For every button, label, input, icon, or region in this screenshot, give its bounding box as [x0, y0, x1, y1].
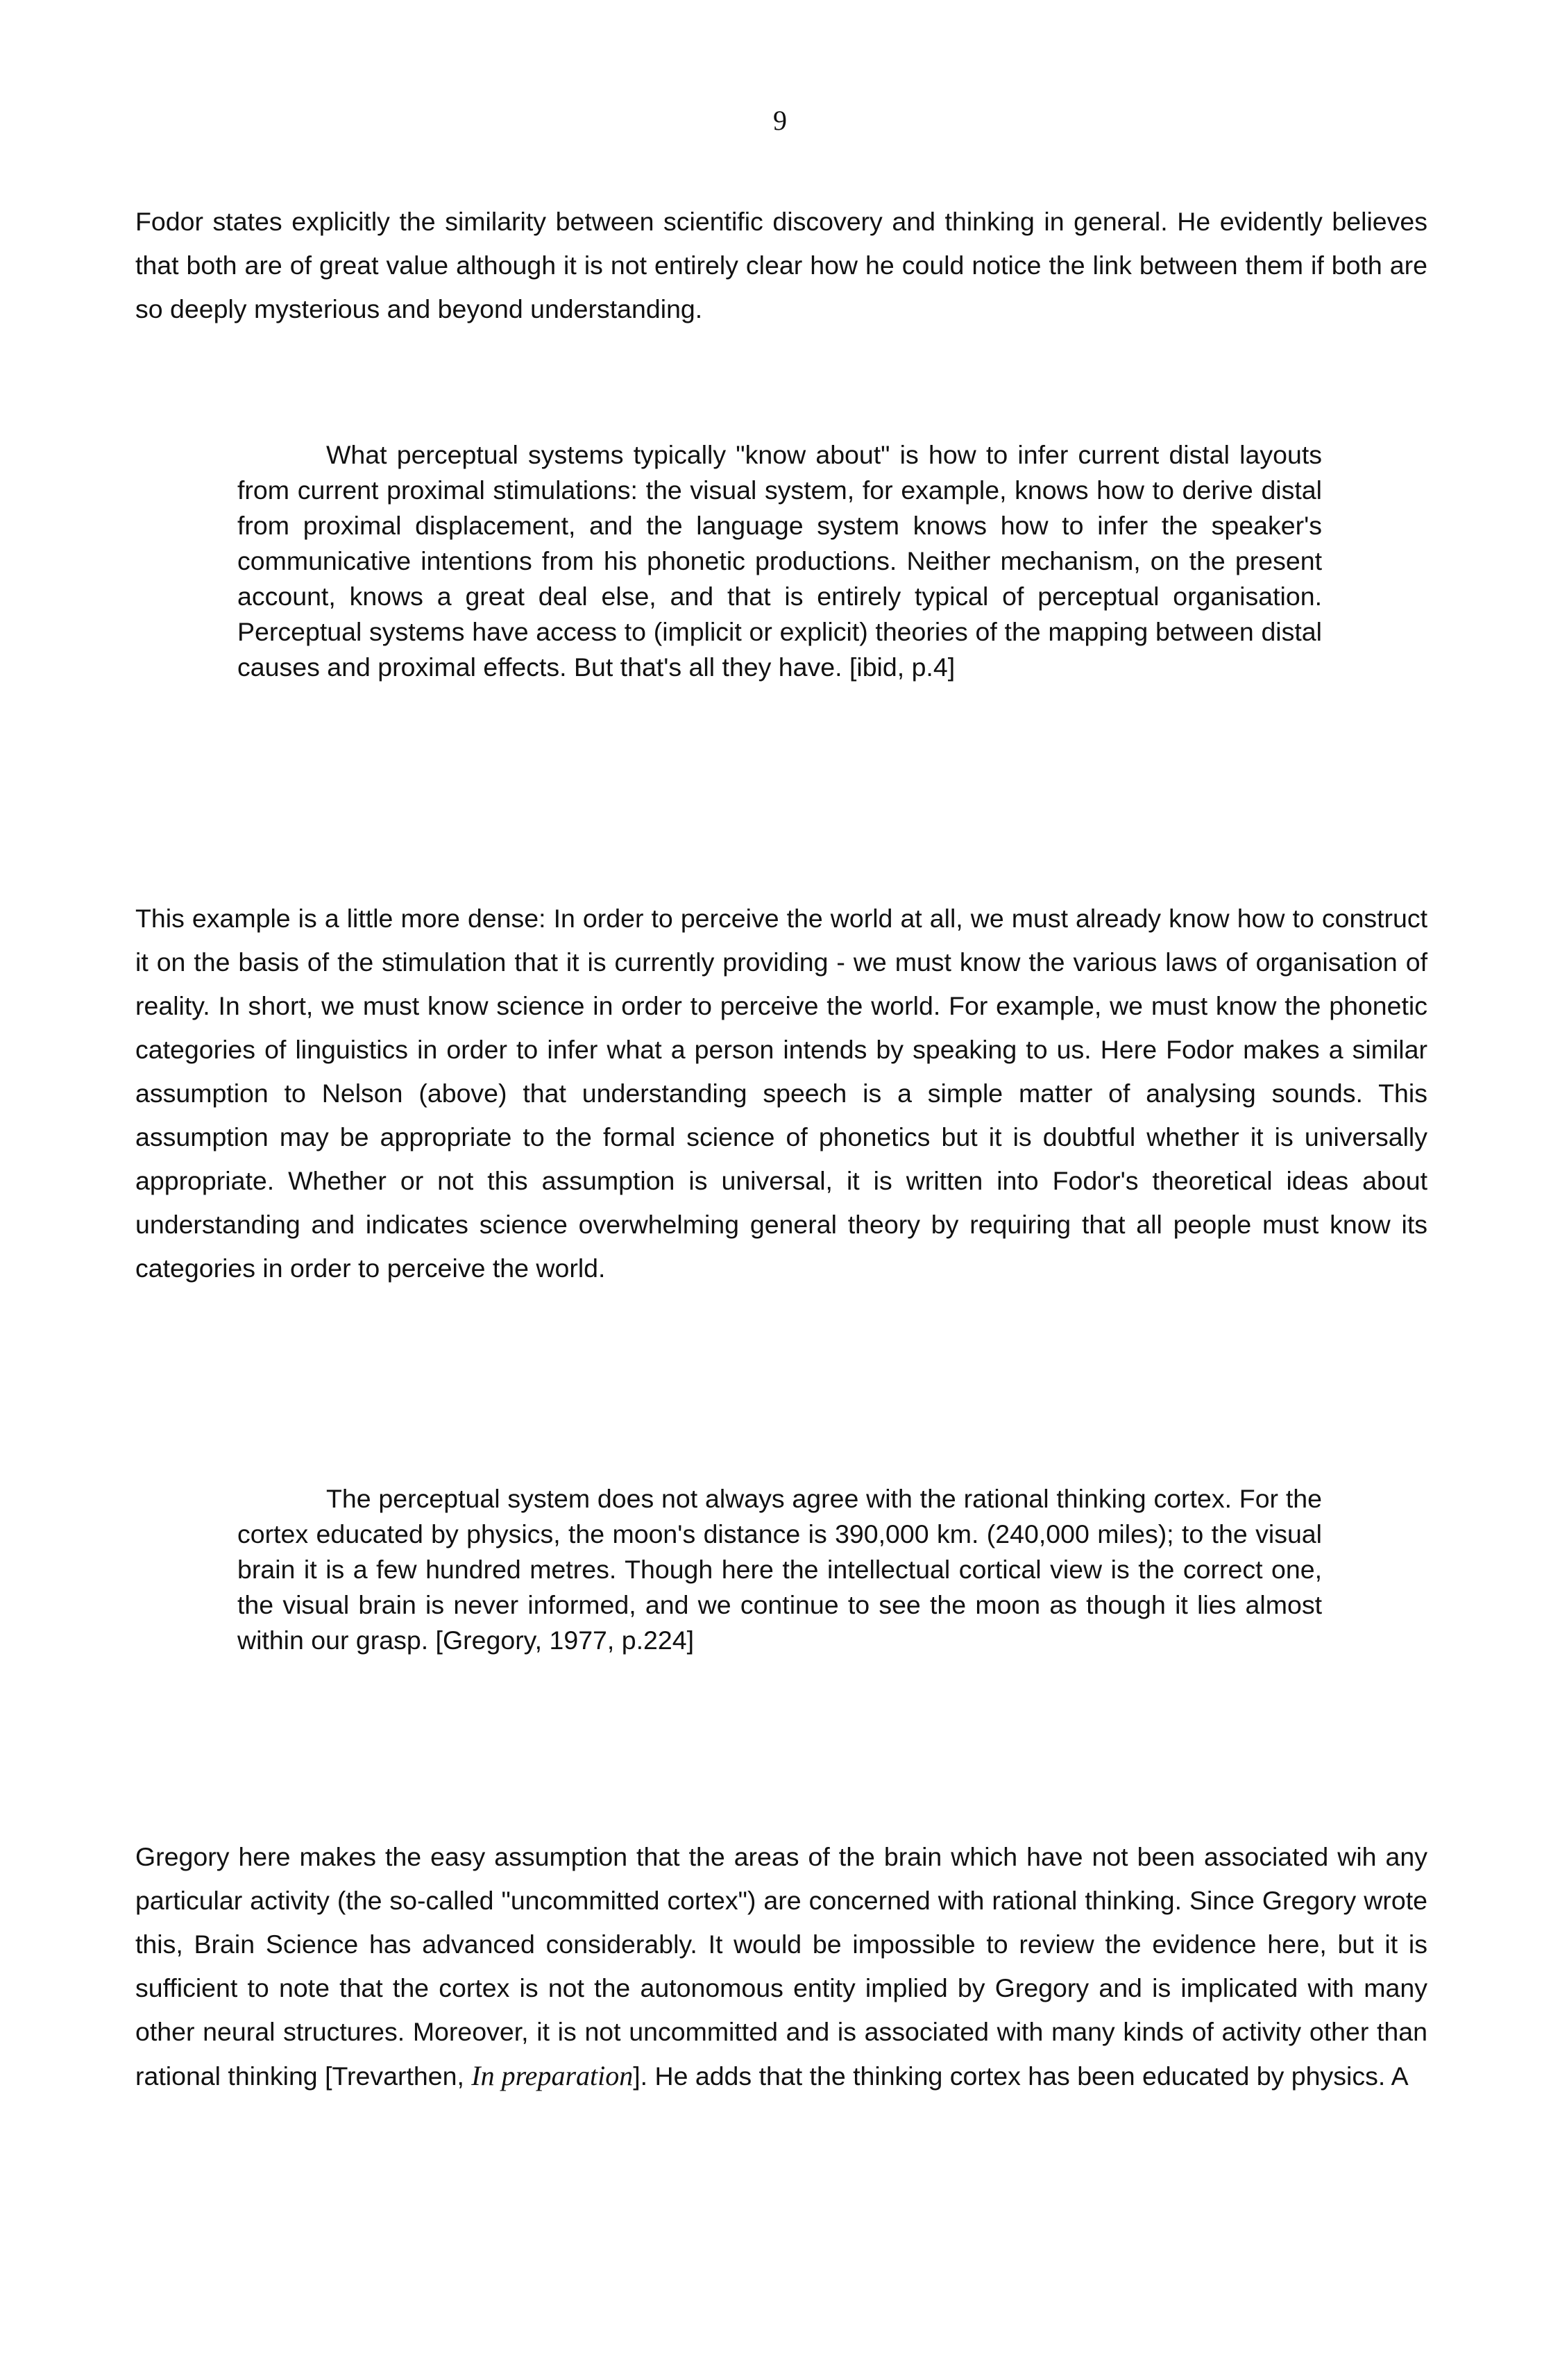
paragraph-fodor-similarity: Fodor states explicitly the similarity between scientific discovery and thinking in general. He evidently believes that both are of great value although it is not entirely clear how he could notice the link between them if both are so deeply mysterious and beyond understanding.	[135, 207, 1427, 323]
block-quote-fodor: What perceptual systems typically "know about" is how to infer current distal layouts from current proximal stimulations: the visual system, for example, knows how to derive distal from proximal displacement, and the language system knows how to infer the speaker's communicative intentions from his phonetic productions. Neither mechanism, on the present account, knows a great deal else, and that is entirely typical of perceptual organisation. Perceptual systems have access to (implicit or explicit) theories of the mapping between distal causes and proximal effects. But that's all they have. [ibid, p.4]	[237, 440, 1322, 682]
italic-citation: In preparation	[471, 2060, 634, 2091]
paragraph-text-start: Gregory here makes the easy assumption that the areas of the brain which have not been associated wih any particular activity (the so-called "uncommitted cortex") are concerned with rational thinking. Since Gregory wrote this, Brain Science has advanced considerably. It would be impossible to review the evidence here, but it is sufficient to note that the cortex is not the autonomous entity implied by Gregory and is implicated with many other neural structures. Moreover, it is not uncommitted and is associated with many kinds of activity other than rational thinking [Trevarthen,	[135, 1842, 1427, 2091]
paragraph-gregory-assumption	[135, 1835, 1427, 2098]
page-number: 9	[773, 105, 787, 136]
paragraph-text-end: ]. He adds that the thinking cortex has been educated by physics. A	[633, 2061, 1409, 2091]
paragraph-dense-example: This example is a little more dense: In order to perceive the world at all, we must already know how to construct it on the basis of the stimulation that it is currently providing - we must know the various laws of organisation of reality. In short, we must know science in order to perceive the world. For example, we must know the phonetic categories of linguistics in order to infer what a person intends by speaking to us. Here Fodor makes a similar assumption to Nelson (above) that understanding speech is a simple matter of analysing sounds. This assumption may be appropriate to the formal science of phonetics but it is doubtful whether it is universally appropriate. Whether or not this assumption is universal, it is written into Fodor's theoretical ideas about understanding and indicates science overwhelming general theory by requiring that all people must know its categories in order to perceive the world.	[135, 904, 1427, 1283]
block-quote-gregory: The perceptual system does not always agree with the rational thinking cortex. For the cortex educated by physics, the moon's distance is 390,000 km. (240,000 miles); to the visual brain it is a few hundred metres. Though here the intellectual cortical view is the correct one, the visual brain is never informed, and we continue to see the moon as though it lies almost within our grasp. [Gregory, 1977, p.224]	[237, 1484, 1322, 1655]
